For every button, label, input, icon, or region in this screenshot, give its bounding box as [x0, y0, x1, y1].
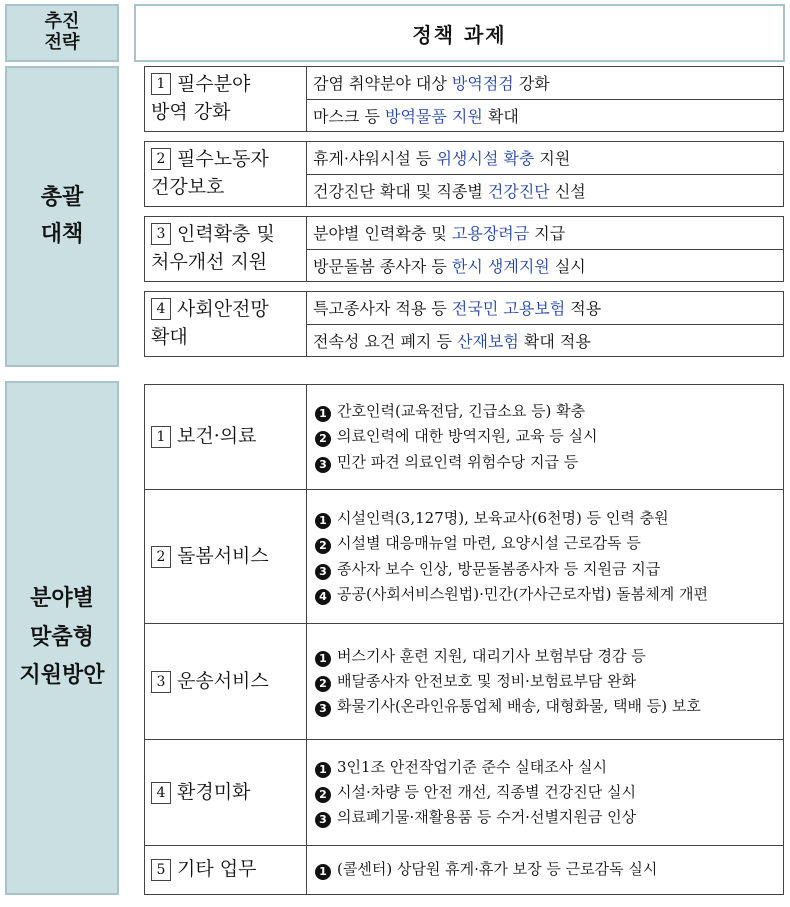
sector-item-text: (콜센터) 상담원 휴게·휴가 보장 등 근로감독 실시 — [337, 860, 658, 879]
sector-number: 5 — [151, 859, 171, 881]
group-items — [307, 67, 783, 131]
sector-name-text: 기타 업무 — [177, 858, 257, 881]
sector-item — [315, 780, 783, 805]
sector-item — [315, 857, 783, 882]
numbered-bullet-icon: 4 — [315, 589, 331, 605]
policy-item — [307, 142, 783, 174]
sector-group-5 — [144, 846, 784, 895]
sector-number: 4 — [151, 782, 171, 804]
numbered-bullet-icon: 1 — [315, 651, 331, 667]
sector-item-text: 배달종사자 안전보호 및 정비·보험료부담 완화 — [337, 671, 637, 690]
numbered-bullet-icon: 2 — [315, 431, 331, 447]
sector-name — [145, 385, 307, 489]
policy-item-text: 특고종사자 적용 등 — [313, 299, 452, 319]
numbered-bullet-icon: 3 — [315, 564, 331, 580]
numbered-bullet-icon: 1 — [315, 864, 331, 880]
policy-item-highlight: 산재보험 — [457, 331, 519, 351]
sector-item — [315, 531, 783, 556]
sector-items — [307, 385, 783, 489]
group-number: 2 — [151, 148, 171, 170]
sector-items — [307, 490, 783, 623]
policy-item — [307, 249, 783, 282]
policy-group-3 — [144, 216, 784, 282]
group-name — [145, 142, 307, 206]
policy-item — [307, 217, 783, 249]
policy-item-text: 건강진단 확대 및 직종별 — [313, 181, 488, 201]
sector-items — [307, 740, 783, 845]
policy-item-text-end: 확대 — [482, 106, 519, 126]
sector-item — [315, 557, 783, 582]
numbered-bullet-icon: 1 — [315, 762, 331, 778]
policy-item-text-end: 신설 — [549, 181, 586, 201]
policy-item-text-end: 강화 — [513, 74, 550, 94]
policy-item-text: 감염 취약분야 대상 — [313, 74, 452, 94]
sector-item — [315, 669, 783, 694]
sector-number: 3 — [151, 671, 171, 693]
sector-item — [315, 424, 783, 449]
sector-items — [307, 846, 783, 894]
sector-item-text: 의료인력에 대한 방역지원, 교육 등 실시 — [337, 427, 598, 446]
group-name-line2: 확대 — [151, 326, 188, 348]
group-name — [145, 292, 307, 356]
policy-item-highlight: 방역점검 — [451, 74, 514, 94]
sector-item — [315, 506, 783, 531]
group-name-line1: 사회안전망 — [177, 298, 269, 321]
policy-item-highlight: 위생시설 확충 — [436, 149, 535, 169]
policy-item — [307, 324, 783, 357]
strategy-cell-overall: 총괄 대책 — [5, 66, 119, 367]
policy-item-text: 분야별 인력확충 및 — [313, 224, 452, 244]
numbered-bullet-icon: 3 — [315, 457, 331, 473]
sector-item — [315, 755, 783, 780]
sector-group-4 — [144, 740, 784, 846]
group-items — [307, 142, 783, 206]
strategy-cell-sectoral: 분야별 맞춤형 지원방안 — [5, 381, 119, 895]
numbered-bullet-icon: 1 — [315, 406, 331, 422]
policy-item-text-end: 확대 적용 — [518, 331, 591, 351]
sector-number: 1 — [151, 426, 171, 448]
group-number: 3 — [151, 223, 171, 245]
policy-item — [307, 99, 783, 132]
sector-group-1 — [144, 384, 784, 490]
group-items — [307, 217, 783, 281]
policy-group-4 — [144, 291, 784, 357]
sector-item-text: 간호인력(교육전담, 긴급소요 등) 확충 — [337, 402, 586, 421]
policy-item — [307, 67, 783, 99]
numbered-bullet-icon: 3 — [315, 812, 331, 828]
numbered-bullet-icon: 2 — [315, 787, 331, 803]
sector-items — [307, 624, 783, 739]
sector-item-text: 3인1조 안전작업기준 준수 실태조사 실시 — [337, 757, 608, 776]
sector-name — [145, 490, 307, 623]
group-number: 4 — [151, 298, 171, 320]
policy-item — [307, 174, 783, 207]
sector-name-text: 환경미화 — [177, 780, 251, 803]
policy-item-text-end: 실시 — [549, 256, 586, 276]
policy-item-text: 방문돌봄 종사자 등 — [313, 256, 452, 276]
sector-item-text: 의료폐기물·재활용품 등 수거·선별지원금 인상 — [337, 808, 637, 827]
sector-item-text: 시설인력(3,127명), 보육교사(6천명) 등 인력 충원 — [337, 509, 669, 528]
sector-item-text: 버스기사 훈련 지원, 대리기사 보험부담 경감 등 — [337, 646, 646, 665]
group-name-line1: 필수분야 — [177, 73, 251, 96]
numbered-bullet-icon: 3 — [315, 701, 331, 717]
sector-group-3 — [144, 624, 784, 740]
sector-item — [315, 694, 783, 719]
policy-item-highlight: 건강진단 — [487, 181, 550, 201]
group-name — [145, 67, 307, 131]
group-items — [307, 292, 783, 356]
sector-item-text: 공공(사회서비스원법)·민간(가사근로자법) 돌봄체계 개편 — [337, 584, 708, 603]
policy-item-text: 마스크 등 — [313, 106, 385, 126]
sector-item-text: 종사자 보수 인상, 방문돌봄종사자 등 지원금 지급 — [337, 559, 661, 578]
sector-item-text: 민간 파견 의료인력 위험수당 지급 등 — [337, 452, 579, 471]
strategy-header: 추진 전략 — [5, 4, 119, 62]
group-name-line2: 방역 강화 — [151, 101, 231, 123]
sector-group-2 — [144, 490, 784, 624]
sector-item — [315, 644, 783, 669]
policy-item-text-end: 적용 — [565, 299, 602, 319]
policy-item-highlight: 고용장려금 — [451, 224, 530, 244]
sector-item — [315, 399, 783, 424]
policy-item-text-end: 지원 — [534, 149, 571, 169]
policy-item-highlight: 방역물품 지원 — [385, 106, 483, 126]
policy-group-2 — [144, 141, 784, 207]
policy-item-text: 휴게·샤워시설 등 — [313, 149, 437, 169]
policy-group-1 — [144, 66, 784, 132]
group-number: 1 — [151, 73, 171, 95]
policy-header: 정책 과제 — [134, 4, 785, 62]
policy-item — [307, 292, 783, 324]
sector-number: 2 — [151, 546, 171, 568]
policy-item-highlight: 한시 생계지원 — [451, 256, 550, 276]
sector-name-text: 돌봄서비스 — [177, 544, 269, 567]
sector-name — [145, 624, 307, 739]
numbered-bullet-icon: 1 — [315, 513, 331, 529]
sector-item — [315, 582, 783, 607]
sector-name-text: 운송서비스 — [177, 669, 269, 692]
sector-name — [145, 740, 307, 845]
sector-item-text: 화물기사(온라인유통업체 배송, 대형화물, 택배 등) 보호 — [337, 697, 701, 716]
numbered-bullet-icon: 2 — [315, 676, 331, 692]
group-name-line1: 필수노동자 — [177, 148, 269, 171]
policy-item-text: 전속성 요건 폐지 등 — [313, 331, 457, 351]
sector-item — [315, 805, 783, 830]
policy-item-highlight: 전국민 고용보험 — [451, 299, 566, 319]
group-name — [145, 217, 307, 281]
sector-item — [315, 450, 783, 475]
sector-item-text: 시설·차량 등 안전 개선, 직종별 건강진단 실시 — [337, 782, 636, 801]
numbered-bullet-icon: 2 — [315, 538, 331, 554]
sector-name — [145, 846, 307, 894]
group-name-line2: 건강보호 — [151, 176, 225, 198]
sector-item-text: 시설별 대응매뉴얼 마련, 요양시설 근로감독 등 — [337, 534, 641, 553]
policy-item-text-end: 지급 — [529, 224, 566, 244]
group-name-line1: 인력확충 및 — [177, 223, 275, 246]
group-name-line2: 처우개선 지원 — [151, 251, 268, 273]
sector-name-text: 보건·의료 — [177, 425, 257, 448]
